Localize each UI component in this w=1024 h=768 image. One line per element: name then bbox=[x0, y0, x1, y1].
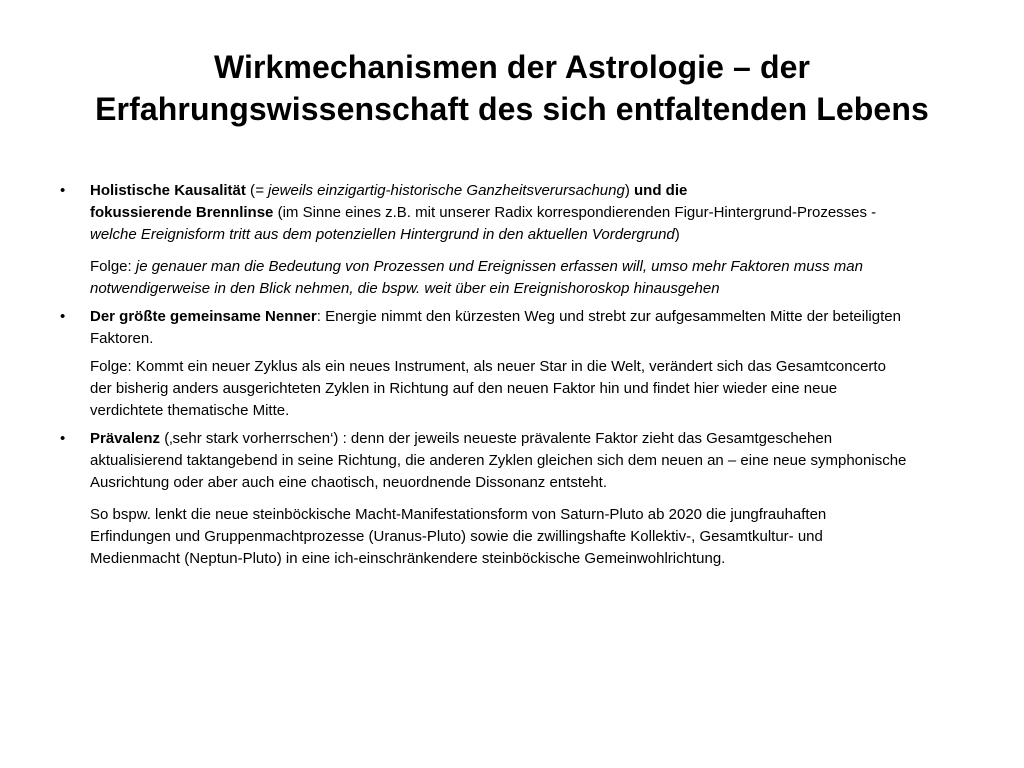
paren-open: ( bbox=[245, 182, 256, 199]
definition-italic: = jeweils einzigartig-historische Ganzheitsverursachung bbox=[255, 182, 625, 199]
lens-question-italic: welche Ereignisform tritt aus dem potenziellen Hintergrund in den aktuellen Vordergrund bbox=[90, 226, 675, 243]
paren-close: ) bbox=[624, 182, 634, 199]
title-line-1: Wirkmechanismen der Astrologie – der bbox=[213, 49, 811, 85]
consequence-2 bbox=[60, 356, 910, 422]
consequence-1 bbox=[60, 256, 910, 300]
paren-close-2: ) bbox=[674, 226, 680, 243]
common-denominator-text: : Energie nimmt den kürzesten Weg und strebt zur aufgesammelten Mitte der beteiligten Faktoren. bbox=[90, 308, 901, 347]
term-prevalence: Prävalenz bbox=[90, 430, 161, 447]
consequence-1-text: je genauer man die Bedeutung von Prozessen und Ereignissen erfassen will, umso mehr Faktoren muss man notwendigerweise in den Blick nehmen, die bspw. weit über ein Ereignishoroskop hinausgehen bbox=[90, 258, 863, 297]
bullet-holistic-causality bbox=[60, 180, 910, 246]
slide-body bbox=[60, 180, 910, 570]
bullet-prevalence bbox=[60, 428, 910, 494]
consequence-2-text: Folge: Kommt ein neuer Zyklus als ein neues Instrument, als neuer Star in die Welt, verändert sich das Gesamtconcerto der bisherig anders ausgerichteten Zyklen in Richtung auf den neuen Faktor hin und findet hier wieder eine neue verdichtete thematische Mitte. bbox=[90, 358, 886, 419]
slide-title bbox=[40, 46, 984, 130]
consequence-label: Folge: bbox=[90, 258, 136, 275]
bullet-marker: • bbox=[60, 308, 66, 325]
bullet-common-denominator bbox=[60, 306, 910, 350]
prevalence-text: (‚sehr stark vorherrschen‘) : denn der jeweils neueste prävalente Faktor zieht das Gesamtgeschehen aktualisierend taktangebend in seine Richtung, die anderen Zyklen gleichen sich dem neuen an – eine neue symphonische Ausrichtung oder aber auch eine chaotisch, neuordnende Dissonanz entsteht. bbox=[90, 430, 907, 491]
lens-explanation: (im Sinne eines z.B. mit unserer Radix korrespondierenden Figur-Hintergrund-Prozesses - bbox=[273, 204, 877, 221]
term-holistic-causality: Holistische Kausalität bbox=[90, 182, 246, 199]
bullet-marker: • bbox=[60, 430, 66, 447]
title-line-2: Erfahrungswissenschaft des sich entfaltenden Lebens bbox=[95, 91, 929, 127]
term-common-denominator: Der größte gemeinsame Nenner bbox=[90, 308, 317, 325]
bullet-marker: • bbox=[60, 182, 66, 199]
example-text: So bspw. lenkt die neue steinböckische Macht-Manifestationsform von Saturn-Pluto ab 2020 die jungfrauhaften Erfindungen und Gruppenmachtprozesse (Uranus-Pluto) sowie die zwillingshafte Kollektiv-, Gesamtkultur- und Medienmacht (Neptun-Pluto) in eine ich-einschränkendere steinböckische Gemeinwohlrichtung. bbox=[90, 506, 827, 567]
connector-und-die: und die bbox=[634, 182, 688, 199]
example-paragraph bbox=[60, 504, 910, 570]
term-focusing-lens: fokussierende Brennlinse bbox=[90, 204, 274, 221]
